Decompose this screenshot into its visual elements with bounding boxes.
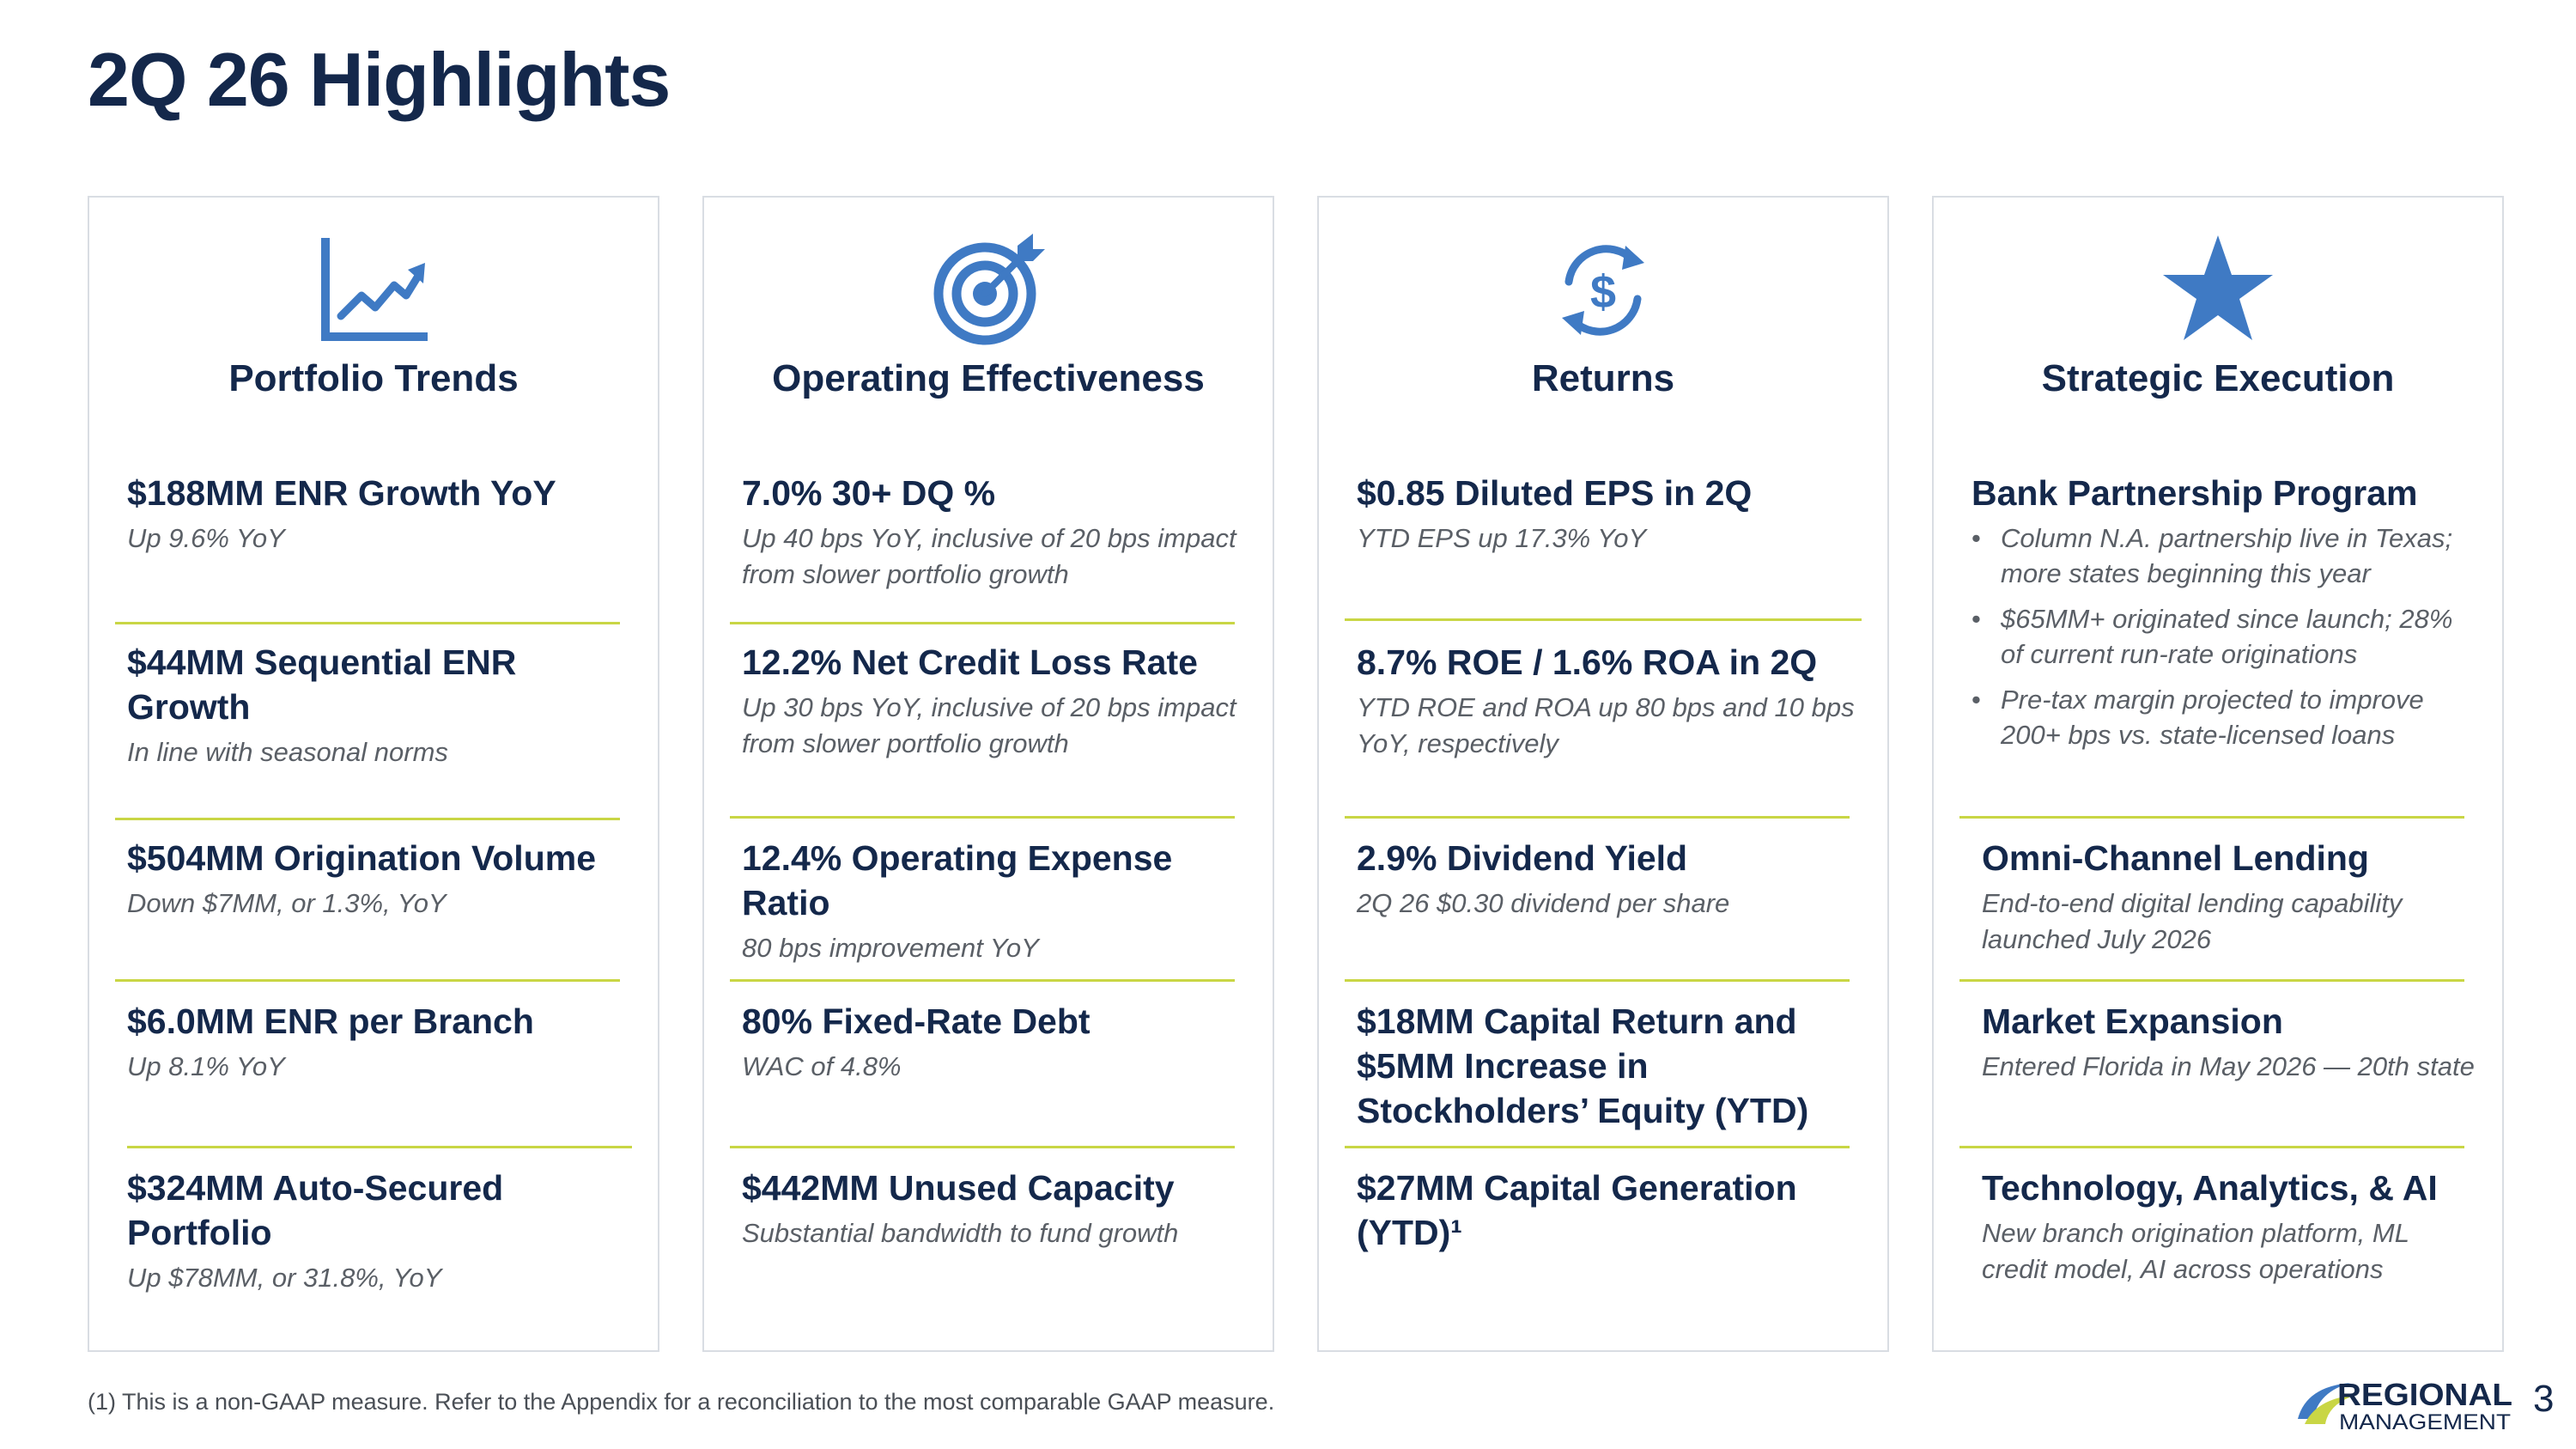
- metric-headline: $0.85 Diluted EPS in 2Q: [1357, 473, 1753, 513]
- metric-detail: In line with seasonal norms: [127, 737, 448, 767]
- metric-item: [127, 640, 632, 770]
- divider: [1345, 979, 1850, 982]
- metric-item: [1357, 836, 1862, 922]
- logo-wordmark-line2: MANAGEMENT: [2339, 1410, 2511, 1433]
- metric-detail: Up 8.1% YoY: [127, 1051, 285, 1081]
- svg-text:$: $: [1589, 266, 1617, 318]
- metric-headline: 2.9% Dividend Yield: [1357, 838, 1688, 878]
- metric-item: [127, 471, 632, 557]
- bullet-item: • $65MM+ originated since launch; 28% of current run-rate originations: [1971, 601, 2476, 672]
- metric-item: [742, 1166, 1247, 1251]
- metric-detail: WAC of 4.8%: [742, 1051, 902, 1081]
- metric-item: [1982, 836, 2476, 958]
- metric-headline: $324MM Auto-Secured Portfolio: [127, 1168, 504, 1252]
- metric-headline: $18MM Capital Return and $5MM Increase in Stockholders’ Equity (YTD): [1357, 1002, 1809, 1130]
- card-portfolio-trends: [88, 196, 659, 1352]
- page-title: 2Q 26 Highlights: [88, 37, 671, 122]
- metric-item: [742, 640, 1247, 762]
- trending-up-chart-icon: [313, 230, 434, 350]
- bullet-item: • Pre-tax margin projected to improve 200+ bps vs. state-licensed loans: [1971, 682, 2476, 752]
- metric-headline: 7.0% 30+ DQ %: [742, 473, 996, 513]
- metric-item: [1982, 1166, 2476, 1288]
- divider: [1345, 816, 1850, 819]
- card-strategic-execution: [1932, 196, 2504, 1352]
- dollar-cycle-icon: [1543, 230, 1663, 350]
- divider: [1959, 979, 2464, 982]
- metric-item: [742, 471, 1247, 593]
- card-operating-effectiveness: [702, 196, 1274, 1352]
- metric-headline: Omni-Channel Lending: [1982, 838, 2369, 878]
- metric-detail: YTD EPS up 17.3% YoY: [1357, 523, 1647, 553]
- metric-detail: End-to-end digital lending capability launched July 2026: [1982, 888, 2403, 954]
- card-title: Strategic Execution: [2041, 357, 2395, 399]
- card-title: Returns: [1531, 357, 1675, 399]
- metric-headline: Technology, Analytics, & AI: [1982, 1168, 2438, 1208]
- metric-item: [127, 836, 632, 922]
- divider: [1959, 816, 2464, 819]
- metric-detail: Substantial bandwidth to fund growth: [742, 1218, 1179, 1248]
- metric-detail: Up $78MM, or 31.8%, YoY: [127, 1263, 442, 1293]
- metric-detail: Up 9.6% YoY: [127, 523, 285, 553]
- metric-headline: $188MM ENR Growth YoY: [127, 473, 556, 513]
- metric-headline: $6.0MM ENR per Branch: [127, 1002, 534, 1041]
- bullet-list: [1971, 521, 2476, 752]
- metric-detail: Entered Florida in May 2026 — 20th state: [1982, 1051, 2475, 1081]
- page-number: 3: [2533, 1378, 2555, 1420]
- metric-detail: New branch origination platform, ML credit model, AI across operations: [1982, 1218, 2409, 1284]
- metric-headline: 8.7% ROE / 1.6% ROA in 2Q: [1357, 642, 1818, 682]
- divider: [115, 622, 620, 624]
- metric-detail: YTD ROE and ROA up 80 bps and 10 bps YoY, respectively: [1357, 692, 1855, 758]
- metric-headline: 12.4% Operating Expense Ratio: [742, 838, 1173, 922]
- metric-headline: $504MM Origination Volume: [127, 838, 596, 878]
- bank-partnership-section: [1971, 471, 2476, 763]
- metric-item: [742, 836, 1247, 966]
- divider: [730, 979, 1235, 982]
- metric-headline: $27MM Capital Generation (YTD)¹: [1357, 1168, 1797, 1252]
- bullet-item: • Column N.A. partnership live in Texas; more states beginning this year: [1971, 521, 2476, 591]
- star-icon: [2158, 230, 2278, 350]
- divider: [1959, 1146, 2464, 1148]
- divider: [127, 1146, 632, 1148]
- card-title: Portfolio Trends: [228, 357, 519, 399]
- logo-wordmark-line1: REGIONAL: [2337, 1377, 2512, 1412]
- metric-detail: Down $7MM, or 1.3%, YoY: [127, 888, 447, 918]
- metric-item: [127, 999, 632, 1085]
- card-title: Operating Effectiveness: [772, 357, 1205, 399]
- target-arrow-icon: [928, 230, 1048, 350]
- metric-detail: Up 30 bps YoY, inclusive of 20 bps impact from slower portfolio growth: [742, 692, 1236, 758]
- metric-item: [742, 999, 1247, 1085]
- metric-headline: $442MM Unused Capacity: [742, 1168, 1175, 1208]
- metric-headline: 80% Fixed-Rate Debt: [742, 1002, 1091, 1041]
- metric-item: [127, 1166, 632, 1296]
- metric-headline: $44MM Sequential ENR Growth: [127, 642, 517, 727]
- divider: [730, 816, 1235, 819]
- metric-item: [1357, 1166, 1862, 1255]
- metric-item: [1357, 640, 1862, 762]
- footnote: (1) This is a non-GAAP measure. Refer to the Appendix for a reconciliation to the most comparable GAAP measure.: [88, 1389, 1275, 1415]
- metric-headline: Market Expansion: [1982, 1002, 2283, 1041]
- metric-headline: Bank Partnership Program: [1971, 473, 2418, 513]
- metric-detail: 80 bps improvement YoY: [742, 933, 1039, 963]
- divider: [730, 622, 1235, 624]
- divider: [730, 1146, 1235, 1148]
- metric-item: [1357, 471, 1862, 557]
- regional-management-logo: [2294, 1376, 2518, 1433]
- divider: [115, 818, 620, 820]
- divider: [115, 979, 620, 982]
- divider: [1345, 1146, 1850, 1148]
- divider: [1345, 618, 1862, 621]
- metric-item: [1982, 999, 2476, 1085]
- metric-detail: Up 40 bps YoY, inclusive of 20 bps impact from slower portfolio growth: [742, 523, 1236, 589]
- card-returns: [1317, 196, 1889, 1352]
- metric-item: [1357, 999, 1862, 1133]
- metric-headline: 12.2% Net Credit Loss Rate: [742, 642, 1198, 682]
- metric-detail: 2Q 26 $0.30 dividend per share: [1357, 888, 1730, 918]
